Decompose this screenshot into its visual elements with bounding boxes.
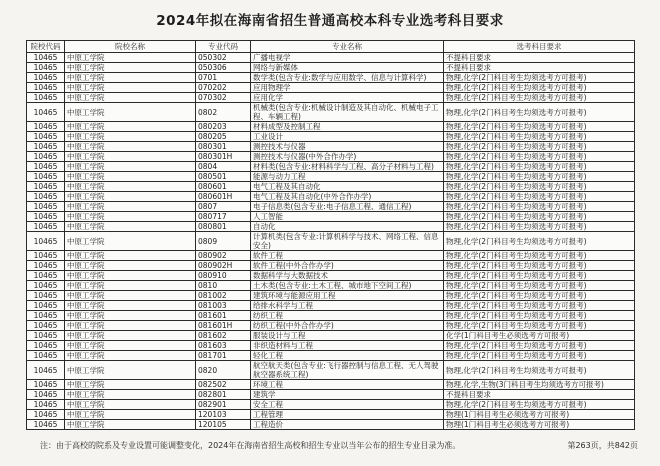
requirement-cell: 物理,化学(2门科目考生均须选考方可报考): [444, 83, 635, 93]
college-name-cell: 中原工学院: [65, 341, 196, 351]
table-row: [27, 232, 635, 251]
table-row: [27, 420, 635, 430]
table-row: [27, 351, 635, 361]
page-indicator: 第263页，共842页: [567, 441, 638, 450]
college-name-cell: 中原工学院: [65, 351, 196, 361]
college-name-cell: 中原工学院: [65, 182, 196, 192]
college-code-cell: 10465: [27, 53, 65, 63]
column-header: 选考科目要求: [444, 41, 635, 53]
requirement-cell: 物理,化学(2门科目考生均须选考方可报考): [444, 222, 635, 232]
college-code-cell: 10465: [27, 420, 65, 430]
college-name-cell: 中原工学院: [65, 261, 196, 271]
column-header: 专业代码: [196, 41, 251, 53]
table-row: [27, 410, 635, 420]
table-row: [27, 182, 635, 192]
major-name-cell: 土木类(包含专业:土木工程、城市地下空间工程): [251, 281, 444, 291]
college-name-cell: 中原工学院: [65, 93, 196, 103]
major-name-cell: 应用化学: [251, 93, 444, 103]
major-code-cell: 080801: [196, 222, 251, 232]
major-name-cell: 给排水科学与工程: [251, 301, 444, 311]
major-name-cell: 电气工程及其自动化(中外合作办学): [251, 192, 444, 202]
college-code-cell: 10465: [27, 400, 65, 410]
major-name-cell: 纺织工程(中外合作办学): [251, 321, 444, 331]
college-name-cell: 中原工学院: [65, 311, 196, 321]
college-name-cell: 中原工学院: [65, 212, 196, 222]
table-row: [27, 83, 635, 93]
major-code-cell: 0701: [196, 73, 251, 83]
college-name-cell: 中原工学院: [65, 301, 196, 311]
major-code-cell: 0809: [196, 232, 251, 251]
table-row: [27, 341, 635, 351]
table-row: [27, 103, 635, 122]
college-code-cell: 10465: [27, 63, 65, 73]
table-row: [27, 321, 635, 331]
requirement-cell: 物理,化学(2门科目考生均须选考方可报考): [444, 162, 635, 172]
major-name-cell: 机械类(包含专业:机械设计制造及其自动化、机械电子工程、车辆工程): [251, 103, 444, 122]
major-code-cell: 080902: [196, 251, 251, 261]
major-code-cell: 082801: [196, 390, 251, 400]
requirement-cell: 化学(1门科目考生必须选考方可报考): [444, 331, 635, 341]
college-code-cell: 10465: [27, 202, 65, 212]
table-row: [27, 380, 635, 390]
college-name-cell: 中原工学院: [65, 192, 196, 202]
college-name-cell: 中原工学院: [65, 172, 196, 182]
table-row: [27, 311, 635, 321]
major-name-cell: 自动化: [251, 222, 444, 232]
major-name-cell: 非织造材料与工程: [251, 341, 444, 351]
major-code-cell: 0802: [196, 103, 251, 122]
major-code-cell: 081602: [196, 331, 251, 341]
college-name-cell: 中原工学院: [65, 53, 196, 63]
college-code-cell: 10465: [27, 380, 65, 390]
table-row: [27, 400, 635, 410]
college-code-cell: 10465: [27, 232, 65, 251]
requirement-cell: 物理,化学(2门科目考生均须选考方可报考): [444, 232, 635, 251]
major-name-cell: 工程造价: [251, 420, 444, 430]
major-code-cell: 081601: [196, 311, 251, 321]
college-code-cell: 10465: [27, 172, 65, 182]
footer-note: 注：由于高校的院系及专业设置可能调整变化，2024年在海南省招生高校和招生专业以当年公布的招生专业目录为准。: [40, 441, 461, 450]
requirement-cell: 物理,化学(2门科目考生均须选考方可报考): [444, 261, 635, 271]
college-code-cell: 10465: [27, 301, 65, 311]
major-code-cell: 080717: [196, 212, 251, 222]
requirement-cell: 物理,化学(2门科目考生均须选考方可报考): [444, 73, 635, 83]
major-code-cell: 081003: [196, 301, 251, 311]
college-name-cell: 中原工学院: [65, 162, 196, 172]
major-name-cell: 材料类(包含专业:材料科学与工程、高分子材料与工程): [251, 162, 444, 172]
college-code-cell: 10465: [27, 103, 65, 122]
college-code-cell: 10465: [27, 182, 65, 192]
major-code-cell: 080301: [196, 142, 251, 152]
table-header-row: [27, 41, 635, 53]
major-name-cell: 轻化工程: [251, 351, 444, 361]
column-header: 专业名称: [251, 41, 444, 53]
major-code-cell: 120103: [196, 410, 251, 420]
table-row: [27, 132, 635, 142]
major-name-cell: 测控技术与仪器(中外合作办学): [251, 152, 444, 162]
requirement-cell: 不提科目要求: [444, 63, 635, 73]
table-row: [27, 93, 635, 103]
requirement-cell: 物理,化学(2门科目考生均须选考方可报考): [444, 182, 635, 192]
college-name-cell: 中原工学院: [65, 400, 196, 410]
college-name-cell: 中原工学院: [65, 390, 196, 400]
subject-requirements-table: [26, 40, 635, 430]
college-code-cell: 10465: [27, 311, 65, 321]
college-name-cell: 中原工学院: [65, 361, 196, 380]
college-code-cell: 10465: [27, 341, 65, 351]
table-row: [27, 261, 635, 271]
table-body: [27, 53, 635, 430]
major-code-cell: 070302: [196, 93, 251, 103]
college-name-cell: 中原工学院: [65, 132, 196, 142]
major-name-cell: 应用物理学: [251, 83, 444, 93]
table-row: [27, 192, 635, 202]
college-name-cell: 中原工学院: [65, 331, 196, 341]
requirement-cell: 物理,化学(2门科目考生均须选考方可报考): [444, 172, 635, 182]
college-name-cell: 中原工学院: [65, 291, 196, 301]
column-header: 院校代码: [27, 41, 65, 53]
college-name-cell: 中原工学院: [65, 380, 196, 390]
table-row: [27, 172, 635, 182]
college-code-cell: 10465: [27, 93, 65, 103]
college-code-cell: 10465: [27, 162, 65, 172]
table-row: [27, 142, 635, 152]
requirement-cell: 物理,化学(2门科目考生均须选考方可报考): [444, 93, 635, 103]
major-name-cell: 电子信息类(包含专业:电子信息工程、通信工程): [251, 202, 444, 212]
major-name-cell: 材料成型及控制工程: [251, 122, 444, 132]
college-code-cell: 10465: [27, 321, 65, 331]
major-code-cell: 081603: [196, 341, 251, 351]
requirement-cell: 物理,化学(2门科目考生均须选考方可报考): [444, 281, 635, 291]
college-code-cell: 10465: [27, 271, 65, 281]
college-name-cell: 中原工学院: [65, 202, 196, 212]
column-header: 院校名称: [65, 41, 196, 53]
college-code-cell: 10465: [27, 152, 65, 162]
requirement-cell: 不提科目要求: [444, 390, 635, 400]
table-row: [27, 122, 635, 132]
table-row: [27, 361, 635, 380]
college-code-cell: 10465: [27, 73, 65, 83]
college-code-cell: 10465: [27, 212, 65, 222]
college-name-cell: 中原工学院: [65, 321, 196, 331]
major-code-cell: 0804: [196, 162, 251, 172]
requirement-cell: 物理,化学(2门科目考生均须选考方可报考): [444, 103, 635, 122]
major-code-cell: 0807: [196, 202, 251, 212]
page-title: 2024年拟在海南省招生普通高校本科专业选考科目要求: [156, 13, 504, 29]
major-code-cell: 070202: [196, 83, 251, 93]
college-name-cell: 中原工学院: [65, 73, 196, 83]
requirement-cell: 物理,化学(2门科目考生均须选考方可报考): [444, 251, 635, 261]
college-code-cell: 10465: [27, 222, 65, 232]
major-code-cell: 080205: [196, 132, 251, 142]
major-name-cell: 网络与新媒体: [251, 63, 444, 73]
college-code-cell: 10465: [27, 142, 65, 152]
major-name-cell: 安全工程: [251, 400, 444, 410]
major-name-cell: 软件工程(中外合作办学): [251, 261, 444, 271]
college-code-cell: 10465: [27, 132, 65, 142]
major-code-cell: 050306: [196, 63, 251, 73]
college-name-cell: 中原工学院: [65, 63, 196, 73]
major-code-cell: 120105: [196, 420, 251, 430]
college-code-cell: 10465: [27, 281, 65, 291]
college-code-cell: 10465: [27, 410, 65, 420]
table-row: [27, 271, 635, 281]
table-row: [27, 331, 635, 341]
requirement-cell: 物理,化学(2门科目考生均须选考方可报考): [444, 291, 635, 301]
major-code-cell: 050302: [196, 53, 251, 63]
major-name-cell: 工业设计: [251, 132, 444, 142]
major-code-cell: 080601: [196, 182, 251, 192]
major-code-cell: 0810: [196, 281, 251, 291]
requirement-cell: 物理,化学(2门科目考生均须选考方可报考): [444, 341, 635, 351]
college-code-cell: 10465: [27, 192, 65, 202]
major-code-cell: 080902H: [196, 261, 251, 271]
major-code-cell: 081701: [196, 351, 251, 361]
requirement-cell: 物理,化学(2门科目考生均须选考方可报考): [444, 321, 635, 331]
college-name-cell: 中原工学院: [65, 232, 196, 251]
college-name-cell: 中原工学院: [65, 152, 196, 162]
requirement-cell: 物理,化学(2门科目考生均须选考方可报考): [444, 212, 635, 222]
major-code-cell: 080910: [196, 271, 251, 281]
college-name-cell: 中原工学院: [65, 103, 196, 122]
table-row: [27, 291, 635, 301]
college-name-cell: 中原工学院: [65, 281, 196, 291]
requirement-cell: 物理,化学(2门科目考生均须选考方可报考): [444, 122, 635, 132]
major-name-cell: 数据科学与大数据技术: [251, 271, 444, 281]
table-row: [27, 251, 635, 261]
college-code-cell: 10465: [27, 361, 65, 380]
table-row: [27, 281, 635, 291]
requirement-cell: 物理,化学(2门科目考生均须选考方可报考): [444, 301, 635, 311]
table-row: [27, 63, 635, 73]
college-code-cell: 10465: [27, 261, 65, 271]
major-code-cell: 080203: [196, 122, 251, 132]
major-name-cell: 工程管理: [251, 410, 444, 420]
college-code-cell: 10465: [27, 390, 65, 400]
requirement-cell: 物理,化学(2门科目考生均须选考方可报考): [444, 192, 635, 202]
requirement-cell: 物理(1门科目考生必须选考方可报考): [444, 420, 635, 430]
table-row: [27, 162, 635, 172]
major-name-cell: 建筑学: [251, 390, 444, 400]
college-code-cell: 10465: [27, 351, 65, 361]
requirement-cell: 物理,化学(2门科目考生均须选考方可报考): [444, 152, 635, 162]
requirement-cell: 物理,化学(2门科目考生均须选考方可报考): [444, 271, 635, 281]
major-code-cell: 081002: [196, 291, 251, 301]
major-name-cell: 广播电视学: [251, 53, 444, 63]
college-code-cell: 10465: [27, 291, 65, 301]
major-name-cell: 能源与动力工程: [251, 172, 444, 182]
college-code-cell: 10465: [27, 331, 65, 341]
college-name-cell: 中原工学院: [65, 142, 196, 152]
requirement-cell: 物理,化学(2门科目考生均须选考方可报考): [444, 400, 635, 410]
major-code-cell: 082901: [196, 400, 251, 410]
table-row: [27, 152, 635, 162]
college-code-cell: 10465: [27, 122, 65, 132]
table-row: [27, 390, 635, 400]
requirement-cell: 物理(1门科目考生必须选考方可报考): [444, 410, 635, 420]
major-code-cell: 080501: [196, 172, 251, 182]
major-name-cell: 建筑环境与能源应用工程: [251, 291, 444, 301]
table-row: [27, 53, 635, 63]
table-row: [27, 212, 635, 222]
college-code-cell: 10465: [27, 83, 65, 93]
major-code-cell: 0820: [196, 361, 251, 380]
college-name-cell: 中原工学院: [65, 83, 196, 93]
major-name-cell: 人工智能: [251, 212, 444, 222]
college-name-cell: 中原工学院: [65, 410, 196, 420]
page-footer: [40, 441, 638, 451]
requirement-cell: 不提科目要求: [444, 53, 635, 63]
requirement-cell: 物理,化学,生物(3门科目考生均须选考方可报考): [444, 380, 635, 390]
major-name-cell: 测控技术与仪器: [251, 142, 444, 152]
major-name-cell: 服装设计与工程: [251, 331, 444, 341]
requirement-cell: 物理,化学(2门科目考生均须选考方可报考): [444, 311, 635, 321]
table-row: [27, 202, 635, 212]
college-code-cell: 10465: [27, 251, 65, 261]
major-name-cell: 软件工程: [251, 251, 444, 261]
table-row: [27, 301, 635, 311]
college-name-cell: 中原工学院: [65, 271, 196, 281]
college-name-cell: 中原工学院: [65, 122, 196, 132]
table-row: [27, 222, 635, 232]
major-name-cell: 纺织工程: [251, 311, 444, 321]
requirement-cell: 物理,化学(2门科目考生均须选考方可报考): [444, 351, 635, 361]
requirement-cell: 物理,化学(2门科目考生均须选考方可报考): [444, 142, 635, 152]
requirement-cell: 物理,化学(2门科目考生均须选考方可报考): [444, 132, 635, 142]
major-code-cell: 081601H: [196, 321, 251, 331]
requirement-cell: 物理,化学(2门科目考生均须选考方可报考): [444, 202, 635, 212]
major-name-cell: 环境工程: [251, 380, 444, 390]
college-name-cell: 中原工学院: [65, 251, 196, 261]
major-code-cell: 080301H: [196, 152, 251, 162]
major-name-cell: 航空航天类(包含专业:飞行器控制与信息工程、无人驾驶航空器系统工程): [251, 361, 444, 380]
major-name-cell: 计算机类(包含专业:计算机科学与技术、网络工程、信息安全): [251, 232, 444, 251]
major-name-cell: 数学类(包含专业:数学与应用数学、信息与计算科学): [251, 73, 444, 83]
college-name-cell: 中原工学院: [65, 222, 196, 232]
major-code-cell: 082502: [196, 380, 251, 390]
requirement-cell: 物理,化学(2门科目考生均须选考方可报考): [444, 361, 635, 380]
college-name-cell: 中原工学院: [65, 420, 196, 430]
table-row: [27, 73, 635, 83]
major-code-cell: 080601H: [196, 192, 251, 202]
major-name-cell: 电气工程及其自动化: [251, 182, 444, 192]
